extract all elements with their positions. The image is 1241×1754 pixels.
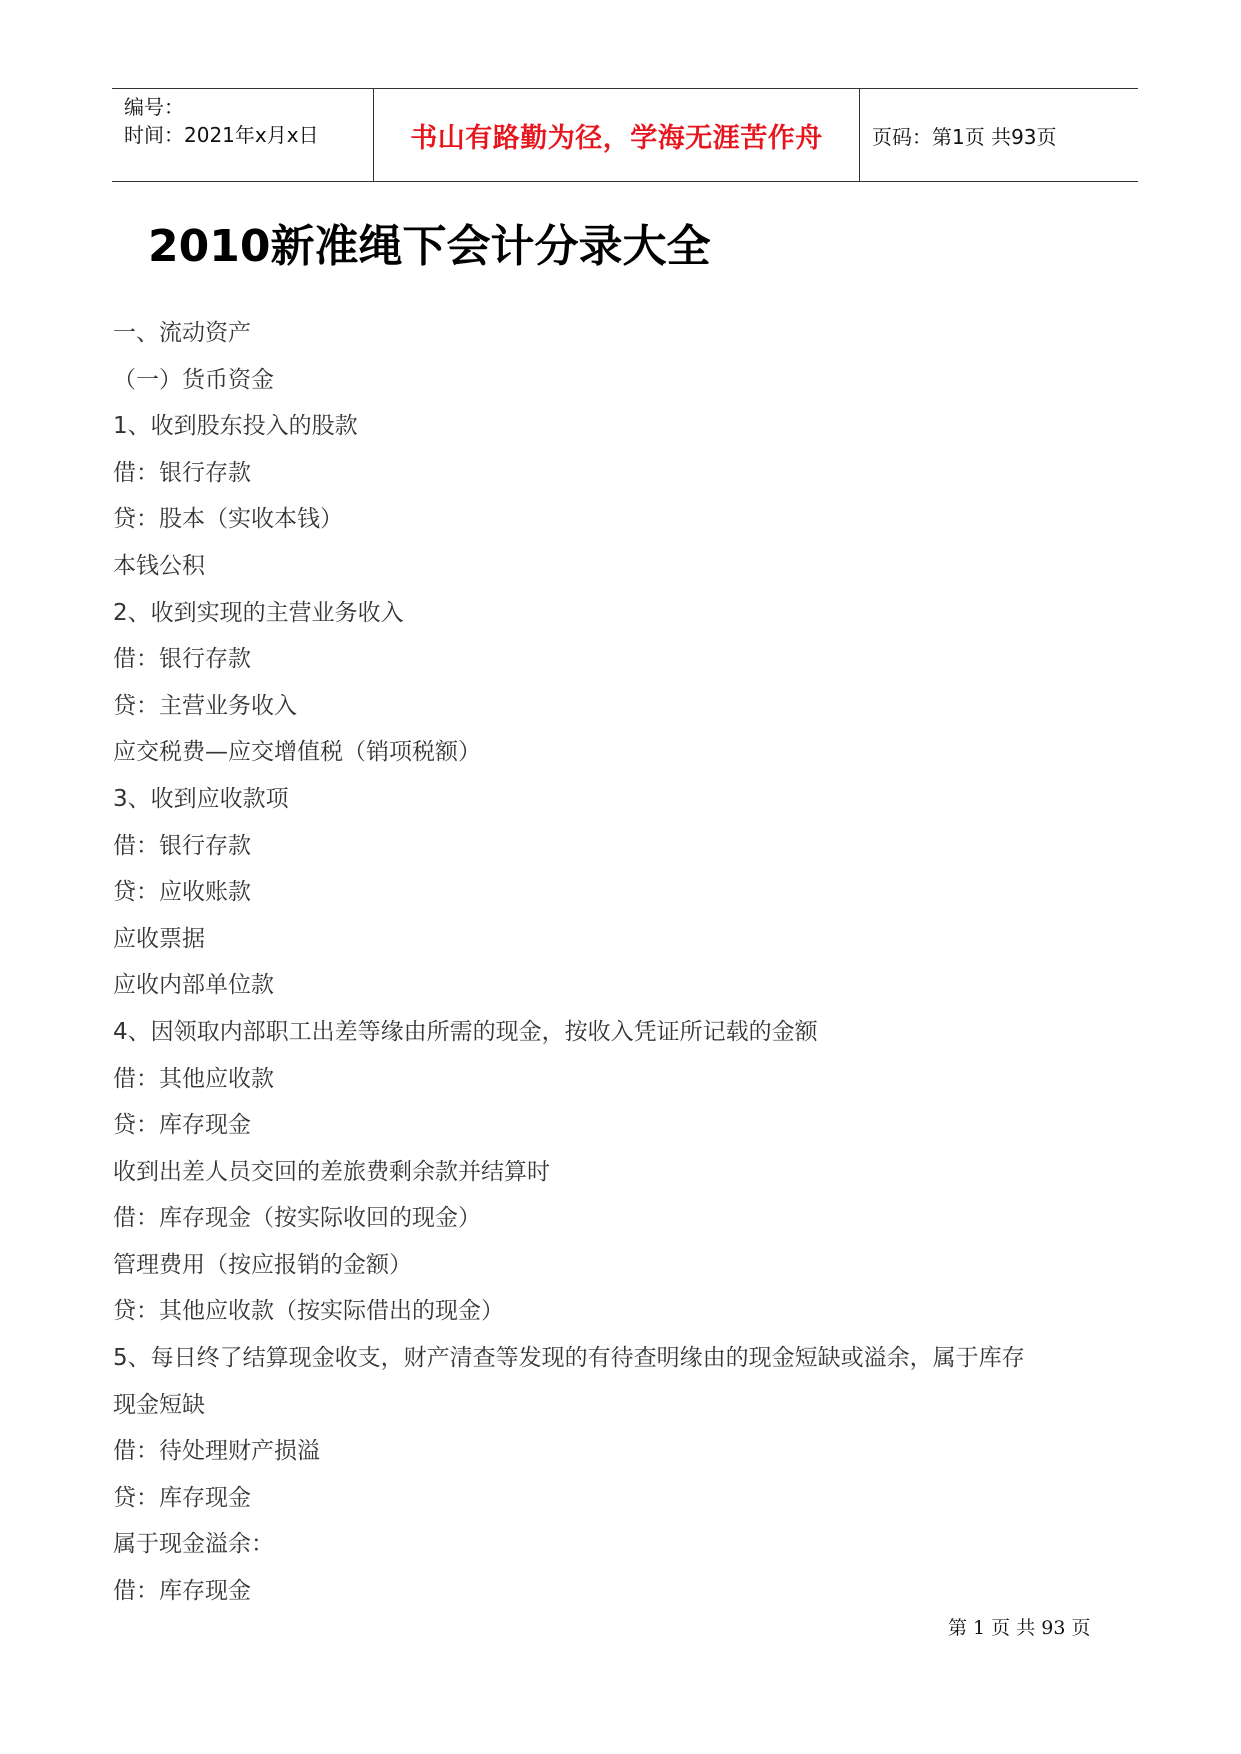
text-line: 1、收到股东投入的股款 xyxy=(113,413,358,440)
page-header xyxy=(112,88,1138,182)
text-line: 借：银行存款 xyxy=(113,459,251,486)
text-line: 4、因领取内部职工出差等缘由所需的现金，按收入凭证所记载的金额 xyxy=(113,1018,818,1045)
text-line: 应收票据 xyxy=(113,925,205,952)
document-body xyxy=(113,310,1113,1615)
text-line: 应收内部单位款 xyxy=(113,972,274,999)
text-line: 现金短缺 xyxy=(113,1391,205,1418)
document-number-label: 编号： xyxy=(124,95,184,119)
header-meta-cell xyxy=(112,89,374,181)
document-title: 2010新准绳下会计分录大全 xyxy=(148,221,711,272)
text-line: 贷：应收账款 xyxy=(113,879,251,906)
text-line: 一、流动资产 xyxy=(113,320,251,346)
text-line: 属于现金溢余： xyxy=(113,1531,274,1558)
text-line: 收到出差人员交回的差旅费剩余款并结算时 xyxy=(113,1158,550,1185)
text-line: 借：银行存款 xyxy=(113,832,251,859)
text-line: 借：库存现金（按实际收回的现金） xyxy=(113,1205,481,1232)
text-line: 借：银行存款 xyxy=(113,646,251,673)
text-line: 借：库存现金 xyxy=(113,1578,251,1605)
text-line: 管理费用（按应报销的金额） xyxy=(113,1251,412,1278)
text-line: （一）货币资金 xyxy=(113,366,274,393)
text-line: 贷：其他应收款（按实际借出的现金） xyxy=(113,1298,504,1325)
text-line: 借：其他应收款 xyxy=(113,1065,274,1092)
header-motto: 书山有路勤为径，学海无涯苦作舟 xyxy=(374,89,860,181)
text-line: 贷：主营业务收入 xyxy=(113,692,297,719)
text-line: 5、每日终了结算现金收支，财产清查等发现的有待查明缘由的现金短缺或溢余，属于库存 xyxy=(113,1345,1025,1372)
text-line: 本钱公积 xyxy=(113,552,205,579)
header-page-number: 页码：第1页 共93页 xyxy=(872,124,1057,149)
document-time-label: 时间：2021年x月x日 xyxy=(124,123,319,147)
text-line: 贷：库存现金 xyxy=(113,1484,251,1511)
text-line: 应交税费—应交增值税（销项税额） xyxy=(113,739,481,766)
text-line: 贷：股本（实收本钱） xyxy=(113,506,343,533)
text-line: 3、收到应收款项 xyxy=(113,785,289,812)
text-line: 2、收到实现的主营业务收入 xyxy=(113,599,404,626)
text-line: 借：待处理财产损溢 xyxy=(113,1438,320,1465)
page-footer: 第 1 页 共 93 页 xyxy=(948,1617,1091,1639)
text-line: 贷：库存现金 xyxy=(113,1112,251,1139)
